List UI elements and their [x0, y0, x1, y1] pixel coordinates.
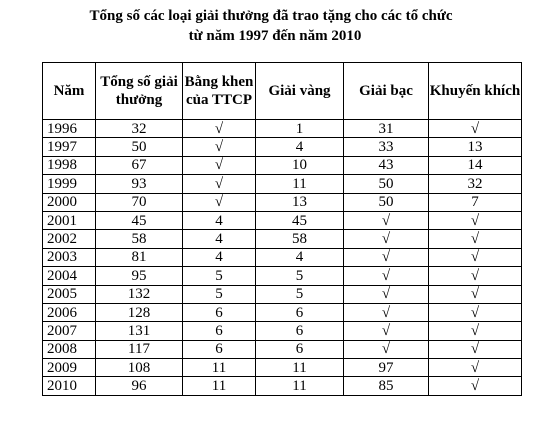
cell-total-awards: 96: [96, 377, 183, 395]
cell-year: 2002: [43, 230, 96, 248]
cell-total-awards: 132: [96, 285, 183, 303]
cell-gold-award: 11: [256, 175, 344, 193]
cell-encouragement: √: [429, 248, 522, 266]
table-row: [43, 303, 522, 321]
table-row: [43, 377, 522, 395]
cell-ttcp-certificate: 6: [183, 340, 256, 358]
cell-year: 1997: [43, 138, 96, 156]
table-row: [43, 267, 522, 285]
cell-total-awards: 128: [96, 303, 183, 321]
table-row: [43, 322, 522, 340]
cell-silver-award: 31: [344, 120, 429, 138]
cell-ttcp-certificate: √: [183, 175, 256, 193]
cell-year: 2010: [43, 377, 96, 395]
cell-total-awards: 50: [96, 138, 183, 156]
cell-ttcp-certificate: 6: [183, 322, 256, 340]
cell-silver-award: 50: [344, 175, 429, 193]
cell-year: 2000: [43, 193, 96, 211]
cell-gold-award: 58: [256, 230, 344, 248]
cell-gold-award: 5: [256, 285, 344, 303]
table-row: [43, 359, 522, 377]
cell-ttcp-certificate: 6: [183, 303, 256, 321]
cell-encouragement: √: [429, 230, 522, 248]
cell-total-awards: 117: [96, 340, 183, 358]
table-row: [43, 211, 522, 229]
cell-total-awards: 95: [96, 267, 183, 285]
cell-ttcp-certificate: √: [183, 138, 256, 156]
cell-silver-award: √: [344, 303, 429, 321]
cell-ttcp-certificate: √: [183, 156, 256, 174]
title-line-2: từ năm 1997 đến năm 2010: [188, 28, 362, 44]
cell-year: 2009: [43, 359, 96, 377]
header-ttcp-certificate: Bằng khen của TTCP: [183, 63, 256, 120]
cell-silver-award: √: [344, 248, 429, 266]
cell-ttcp-certificate: 11: [183, 377, 256, 395]
cell-ttcp-certificate: 11: [183, 359, 256, 377]
cell-year: 2006: [43, 303, 96, 321]
table-body: [43, 120, 522, 396]
cell-year: 2001: [43, 211, 96, 229]
cell-year: 2005: [43, 285, 96, 303]
cell-encouragement: 32: [429, 175, 522, 193]
cell-silver-award: √: [344, 340, 429, 358]
cell-silver-award: √: [344, 285, 429, 303]
cell-gold-award: 4: [256, 138, 344, 156]
cell-gold-award: 6: [256, 322, 344, 340]
cell-year: 1999: [43, 175, 96, 193]
cell-gold-award: 11: [256, 359, 344, 377]
cell-encouragement: √: [429, 359, 522, 377]
cell-gold-award: 6: [256, 340, 344, 358]
cell-encouragement: √: [429, 303, 522, 321]
cell-encouragement: √: [429, 322, 522, 340]
cell-total-awards: 131: [96, 322, 183, 340]
header-year: Năm: [43, 63, 96, 120]
document-title: [0, 6, 542, 46]
cell-encouragement: √: [429, 211, 522, 229]
cell-year: 2003: [43, 248, 96, 266]
header-total-awards: Tổng số giải thưởng: [96, 63, 183, 120]
table-row: [43, 156, 522, 174]
cell-encouragement: √: [429, 285, 522, 303]
cell-ttcp-certificate: 4: [183, 230, 256, 248]
header-row: [43, 63, 522, 120]
cell-silver-award: 97: [344, 359, 429, 377]
cell-ttcp-certificate: 5: [183, 267, 256, 285]
cell-gold-award: 10: [256, 156, 344, 174]
cell-year: 1998: [43, 156, 96, 174]
header-silver-award: Giải bạc: [344, 63, 429, 120]
cell-silver-award: 85: [344, 377, 429, 395]
cell-total-awards: 93: [96, 175, 183, 193]
cell-gold-award: 45: [256, 211, 344, 229]
cell-silver-award: 33: [344, 138, 429, 156]
cell-encouragement: 14: [429, 156, 522, 174]
cell-silver-award: 50: [344, 193, 429, 211]
cell-total-awards: 108: [96, 359, 183, 377]
cell-gold-award: 11: [256, 377, 344, 395]
cell-gold-award: 4: [256, 248, 344, 266]
table-row: [43, 175, 522, 193]
cell-total-awards: 58: [96, 230, 183, 248]
cell-total-awards: 45: [96, 211, 183, 229]
table-row: [43, 230, 522, 248]
cell-silver-award: √: [344, 230, 429, 248]
cell-ttcp-certificate: 4: [183, 248, 256, 266]
table-row: [43, 285, 522, 303]
cell-encouragement: √: [429, 120, 522, 138]
cell-silver-award: √: [344, 322, 429, 340]
cell-ttcp-certificate: 5: [183, 285, 256, 303]
cell-total-awards: 67: [96, 156, 183, 174]
cell-encouragement: √: [429, 377, 522, 395]
cell-gold-award: 1: [256, 120, 344, 138]
title-line-1: Tổng số các loại giải thưởng đã trao tặng cho các tổ chức: [89, 8, 453, 24]
header-encouragement: Khuyến khích: [429, 63, 522, 120]
table-row: [43, 340, 522, 358]
cell-silver-award: 43: [344, 156, 429, 174]
cell-gold-award: 13: [256, 193, 344, 211]
table-row: [43, 193, 522, 211]
cell-total-awards: 32: [96, 120, 183, 138]
cell-gold-award: 6: [256, 303, 344, 321]
cell-year: 1996: [43, 120, 96, 138]
cell-silver-award: √: [344, 211, 429, 229]
cell-encouragement: 7: [429, 193, 522, 211]
cell-year: 2008: [43, 340, 96, 358]
cell-silver-award: √: [344, 267, 429, 285]
table-row: [43, 248, 522, 266]
header-gold-award: Giải vàng: [256, 63, 344, 120]
cell-year: 2007: [43, 322, 96, 340]
cell-ttcp-certificate: 4: [183, 211, 256, 229]
table-header: [43, 63, 522, 120]
cell-encouragement: √: [429, 267, 522, 285]
awards-table: [42, 62, 522, 396]
table-row: [43, 138, 522, 156]
cell-ttcp-certificate: √: [183, 120, 256, 138]
cell-total-awards: 70: [96, 193, 183, 211]
cell-gold-award: 5: [256, 267, 344, 285]
cell-encouragement: √: [429, 340, 522, 358]
cell-total-awards: 81: [96, 248, 183, 266]
cell-ttcp-certificate: √: [183, 193, 256, 211]
cell-year: 2004: [43, 267, 96, 285]
table-row: [43, 120, 522, 138]
cell-encouragement: 13: [429, 138, 522, 156]
